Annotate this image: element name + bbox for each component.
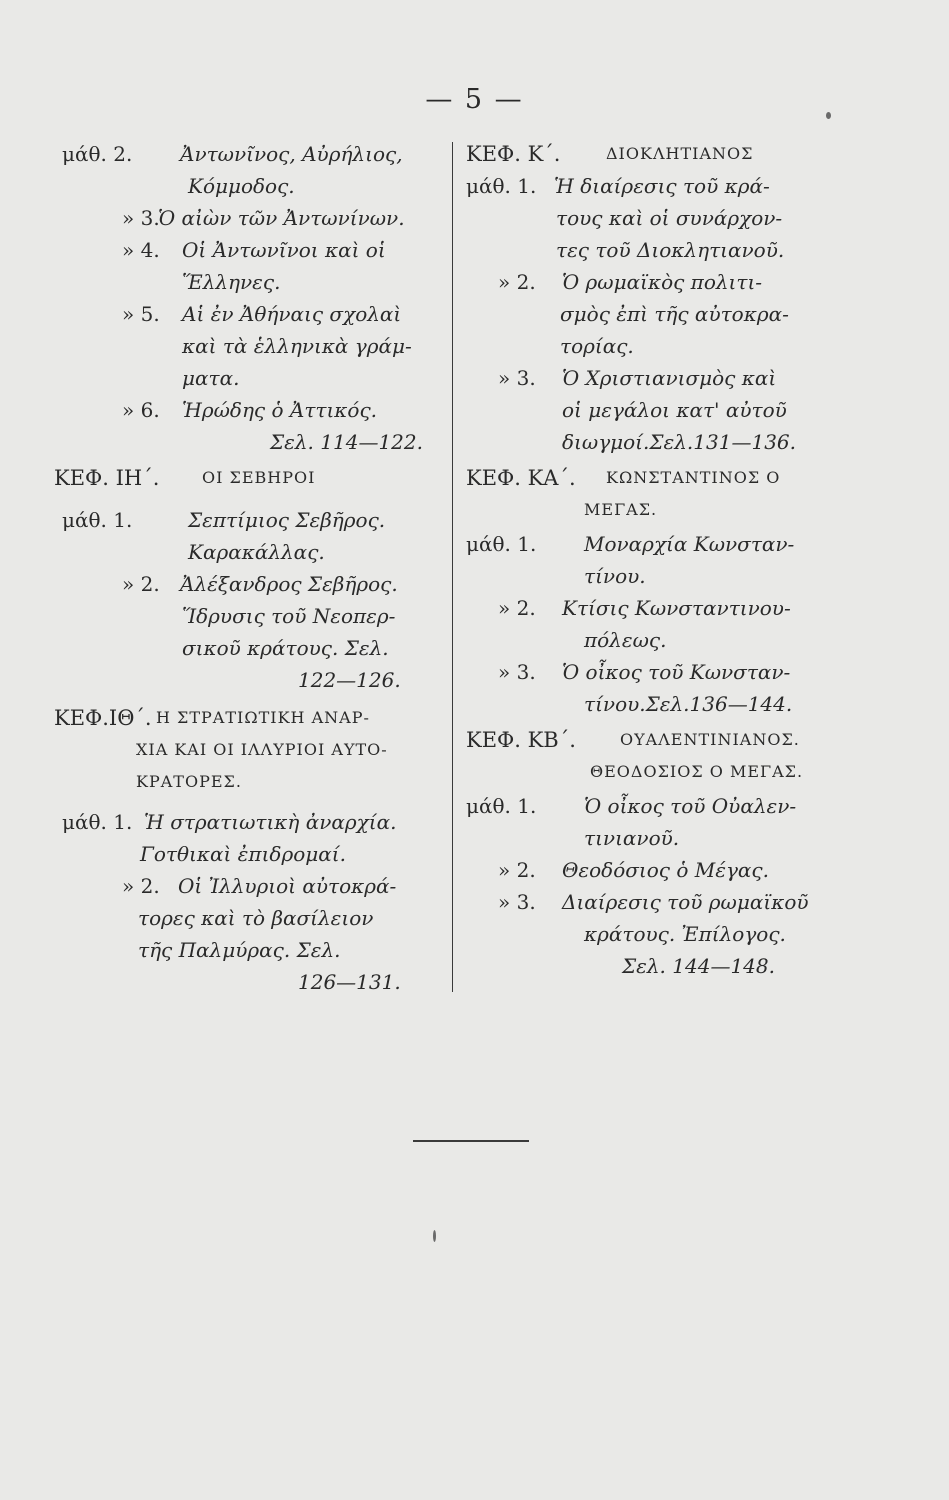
toc-entry (62, 202, 452, 234)
chapter-title: ΘΕΟΔΟΣΙΟΣ Ο ΜΕΓΑΣ. (590, 762, 804, 781)
lesson-label: » 5. (122, 302, 160, 326)
lesson-label: » 2. (498, 596, 536, 620)
lesson-title: τίνου. (584, 564, 646, 588)
lesson-title: Ὁ οἶκος τοῦ Κωνσταν- (562, 660, 791, 684)
toc-entry (62, 504, 452, 536)
toc-entry-cont (466, 624, 856, 656)
toc-entry (62, 234, 452, 266)
lesson-title: σμὸς ἐπὶ τῆς αὐτοκρα- (560, 302, 789, 326)
chapter-heading (466, 138, 856, 170)
toc-entry (62, 394, 452, 426)
lesson-title: Διαίρεσις τοῦ ρωμαϊκοῦ (562, 890, 809, 914)
lesson-title: Ἵδρυσις τοῦ Νεοπερ- (182, 604, 396, 628)
chapter-title: ΧΙΑ ΚΑΙ ΟΙ ΙΛΛΥΡΙΟΙ ΑΥΤΟ- (136, 740, 388, 759)
lesson-title: τίνου.Σελ.136—144. (584, 692, 793, 716)
page-number: — 5 — (425, 84, 524, 115)
chapter-heading (54, 702, 452, 734)
lesson-title: Ἀλέξανδρος Σεβῆρος. (180, 572, 398, 596)
lesson-label: μάθ. 1. (466, 794, 537, 818)
toc-entry (466, 886, 856, 918)
chapter-heading-cont (62, 766, 452, 798)
lesson-title: Ἀντωνῖνος, Αὐρήλιος, (180, 142, 403, 166)
chapter-label: ΚΕΦ.ΙΘ΄. (54, 706, 152, 730)
lesson-label: » 2. (122, 874, 160, 898)
chapter-heading-cont (62, 734, 452, 766)
toc-entry (466, 266, 856, 298)
lesson-title: Ὁ Χριστιανισμὸς καὶ (562, 366, 777, 390)
toc-entry-cont (62, 600, 452, 632)
lesson-title: τινιανοῦ. (584, 826, 680, 850)
lesson-label: » 6. (122, 398, 160, 422)
lesson-label: » 4. (122, 238, 160, 262)
page-range (62, 966, 452, 998)
lesson-label: » 2. (498, 858, 536, 882)
chapter-heading (466, 724, 856, 756)
toc-entry-cont (466, 394, 856, 426)
toc-entry-cont (466, 560, 856, 592)
chapter-title: ΟΙ ΣΕΒΗΡΟΙ (202, 468, 316, 487)
toc-entry-cont (466, 330, 856, 362)
lesson-title: Σεπτίμιος Σεβῆρος. (188, 508, 386, 532)
lesson-label: » 3. (498, 366, 536, 390)
lesson-label: μάθ. 2. (62, 142, 133, 166)
toc-entry-cont (466, 426, 856, 458)
column-divider (452, 142, 453, 992)
lesson-title: ματα. (182, 366, 240, 390)
chapter-label: ΚΕΦ. ΚΒ΄. (466, 728, 576, 752)
lesson-title: κράτους. Ἐπίλογος. (584, 922, 786, 946)
toc-entry-cont (62, 536, 452, 568)
toc-entry-cont (466, 918, 856, 950)
page-range-text: 122—126. (298, 668, 401, 692)
toc-entry (62, 298, 452, 330)
lesson-title: Ὁ αἰὼν τῶν Ἀντωνίνων. (158, 206, 405, 230)
lesson-label: » 2. (498, 270, 536, 294)
toc-entry (466, 528, 856, 560)
toc-entry-cont (466, 822, 856, 854)
lesson-title: πόλεως. (584, 628, 667, 652)
ink-speck (826, 112, 831, 119)
toc-entry-cont (466, 202, 856, 234)
lesson-title: τῆς Παλμύρας. Σελ. (138, 938, 341, 962)
chapter-heading (466, 462, 856, 494)
page-range (466, 950, 856, 982)
toc-entry (466, 592, 856, 624)
toc-entry-cont (62, 902, 452, 934)
chapter-heading-cont (466, 756, 856, 788)
toc-entry-cont (466, 234, 856, 266)
toc-entry (62, 870, 452, 902)
page-range-text: Σελ. 114—122. (270, 430, 423, 454)
chapter-label: ΚΕΦ. ΙΗ΄. (54, 466, 160, 490)
ink-speck (433, 1230, 436, 1242)
chapter-title: ΚΩΝΣΤΑΝΤΙΝΟΣ Ο (606, 468, 781, 487)
lesson-title: σικοῦ κράτους. Σελ. (182, 636, 389, 660)
footer-rule (413, 1140, 529, 1142)
page-range-text: 126—131. (298, 970, 401, 994)
lesson-title: Ἡ διαίρεσις τοῦ κρά- (554, 174, 770, 198)
lesson-title: οἱ μεγάλοι κατ' αὐτοῦ (562, 398, 787, 422)
toc-entry-cont (62, 330, 452, 362)
lesson-title: τες τοῦ Διοκλητιανοῦ. (556, 238, 785, 262)
lesson-title: διωγμοί.Σελ.131—136. (562, 430, 796, 454)
lesson-title: Κτίσις Κωνσταντινου- (562, 596, 791, 620)
chapter-title: ΟΥΑΛΕΝΤΙΝΙΑΝΟΣ. (620, 730, 800, 749)
toc-entry-cont (62, 632, 452, 664)
toc-entry (466, 790, 856, 822)
page-range-text: Σελ. 144—148. (622, 954, 775, 978)
lesson-label: μάθ. 1. (466, 174, 537, 198)
chapter-title: ΔΙΟΚΛΗΤΙΑΝΟΣ (606, 144, 754, 163)
lesson-title: Αἱ ἐν Ἀθήναις σχολαὶ (182, 302, 402, 326)
toc-entry (466, 170, 856, 202)
lesson-title: Γοτθικαὶ ἐπιδρομαί. (140, 842, 346, 866)
toc-entry (62, 806, 452, 838)
lesson-label: » 3. (122, 206, 160, 230)
chapter-label: ΚΕΦ. ΚΑ΄. (466, 466, 576, 490)
lesson-label: » 3. (498, 660, 536, 684)
lesson-title: Ὁ ρωμαϊκὸς πολιτι- (562, 270, 763, 294)
chapter-label: ΚΕΦ. Κ΄. (466, 142, 561, 166)
lesson-title: Οἱ Ἰλλυριοὶ αὐτοκρά- (178, 874, 397, 898)
lesson-label: » 2. (122, 572, 160, 596)
lesson-label: μάθ. 1. (466, 532, 537, 556)
lesson-title: Ἡ στρατιωτικὴ ἀναρχία. (144, 810, 397, 834)
chapter-title: Η ΣΤΡΑΤΙΩΤΙΚΗ ΑΝΑΡ- (156, 708, 370, 727)
lesson-title: τους καὶ οἱ συνάρχον- (556, 206, 783, 230)
lesson-title: Κόμμοδος. (188, 174, 295, 198)
toc-entry (466, 362, 856, 394)
chapter-heading (54, 462, 452, 494)
toc-entry (466, 656, 856, 688)
lesson-title: Οἱ Ἀντωνῖνοι καὶ οἱ (182, 238, 386, 262)
lesson-title: καὶ τὰ ἑλληνικὰ γράμ- (182, 334, 412, 358)
toc-entry-cont (62, 362, 452, 394)
chapter-title: ΚΡΑΤΟΡΕΣ. (136, 772, 242, 791)
toc-entry (466, 854, 856, 886)
lesson-label: μάθ. 1. (62, 810, 133, 834)
page-range (62, 664, 452, 696)
chapter-heading-cont (466, 494, 856, 526)
lesson-title: Θεοδόσιος ὁ Μέγας. (562, 858, 769, 882)
lesson-title: Μοναρχία Κωνσταν- (584, 532, 795, 556)
chapter-title: ΜΕΓΑΣ. (584, 500, 658, 519)
toc-entry-cont (62, 934, 452, 966)
toc-entry-cont (466, 688, 856, 720)
lesson-title: Ὁ οἶκος τοῦ Οὐαλεν- (584, 794, 797, 818)
toc-entry-cont (466, 298, 856, 330)
lesson-label: μάθ. 1. (62, 508, 133, 532)
lesson-title: τορίας. (560, 334, 634, 358)
lesson-label: » 3. (498, 890, 536, 914)
toc-entry-cont (62, 266, 452, 298)
lesson-title: Ἡρώδης ὁ Ἀττικός. (182, 398, 378, 422)
toc-entry (62, 568, 452, 600)
lesson-title: Ἕλληνες. (182, 270, 281, 294)
toc-entry (62, 138, 452, 170)
lesson-title: τορες καὶ τὸ βασίλειον (138, 906, 374, 930)
toc-entry-cont (62, 838, 452, 870)
page-range (62, 426, 452, 458)
toc-entry-cont (62, 170, 452, 202)
lesson-title: Καρακάλλας. (188, 540, 325, 564)
